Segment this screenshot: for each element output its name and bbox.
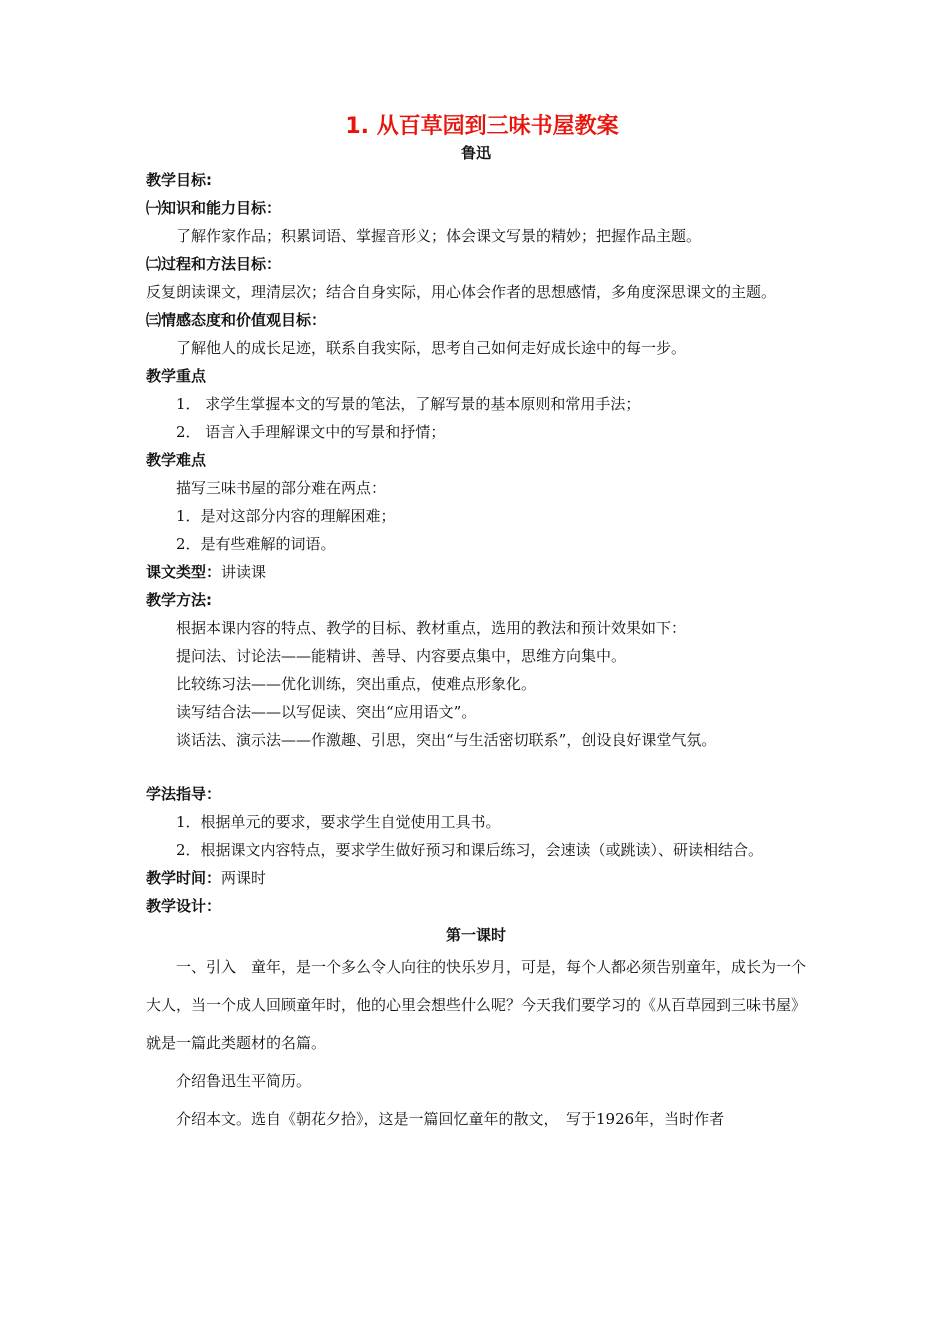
lesson-1-paragraph-2: 介绍鲁迅生平简历。 [176,1072,312,1090]
document-title: 1. 从百草园到三味书屋教案 [345,114,619,139]
design-heading: 教学设计： [146,897,222,915]
method-intro: 根据本课内容的特点、教学的目标、教材重点，选用的教法和预计效果如下： [176,619,687,637]
study-guide-2: 2．根据课文内容特点，要求学生做好预习和课后练习，会速读（或跳读）、研读相结合。 [176,841,764,859]
objectives-heading: 教学目标: [146,171,212,189]
document-body [146,112,806,1138]
key-point-2: 2． 语言入手理解课文中的写景和抒情； [176,423,446,441]
teaching-time-label: 教学时间： [146,869,222,887]
difficulty-1: 1．是对这部分内容的理解困难； [176,507,396,525]
lesson-1-heading: 第一课时 [445,926,506,944]
objective-2-heading: ㈡过程和方法目标： [146,255,282,273]
study-guide-heading: 学法指导： [146,785,222,803]
objective-2-text: 反复朗读课文，理清层次；结合自身实际，用心体会作者的思想感情，多角度深思课文的主题。 [146,283,777,301]
method-2: 比较练习法——优化训练，突出重点，使难点形象化。 [176,675,537,693]
teaching-time [146,864,806,892]
document-author: 鲁迅 [460,144,491,162]
objective-1-heading: ㈠知识和能力目标： [146,199,282,217]
method-1: 提问法、讨论法——能精讲、善导、内容要点集中，思维方向集中。 [176,647,627,665]
difficulty-2: 2．是有些难解的词语。 [176,535,336,553]
key-point-1: 1． 求学生掌握本文的写景的笔法，了解写景的基本原则和常用手法； [176,395,641,413]
key-points-heading: 教学重点 [146,367,207,385]
lesson-type [146,558,806,586]
methods-heading: 教学方法: [146,591,212,609]
spacer [146,754,806,780]
method-4: 谈话法、演示法——作激趣、引思，突出“与生活密切联系”，创设良好课堂气氛。 [176,731,717,749]
lesson-1-paragraph-1: 一、引入 童年，是一个多么令人向往的快乐岁月，可是，每个人都必须告别童年，成长为一个大人，当一个成人回顾童年时，他的心里会想些什么呢？今天我们要学习的《从百草园到三味书屋》就是一篇此类题材的名篇。 [146,958,807,1052]
difficulties-heading: 教学难点 [146,451,207,469]
objective-3-text: 了解他人的成长足迹，联系自我实际，思考自己如何走好成长途中的每一步。 [176,339,687,357]
objective-1-text: 了解作家作品；积累词语、掌握音形义；体会课文写景的精妙；把握作品主题。 [176,227,702,245]
objective-3-heading: ㈢情感态度和价值观目标： [146,311,327,329]
method-3: 读写结合法——以写促读、突出“应用语文”。 [176,703,477,721]
study-guide-1: 1．根据单元的要求，要求学生自觉使用工具书。 [176,813,501,831]
difficulties-intro: 描写三味书屋的部分难在两点： [176,479,387,497]
lesson-type-value: 讲读课 [221,563,267,581]
lesson-type-label: 课文类型： [146,563,222,581]
lesson-1-paragraph-3: 介绍本文。选自《朝花夕拾》，这是一篇回忆童年的散文， 写于1926年，当时作者 [176,1110,725,1128]
teaching-time-value: 两课时 [221,869,267,887]
